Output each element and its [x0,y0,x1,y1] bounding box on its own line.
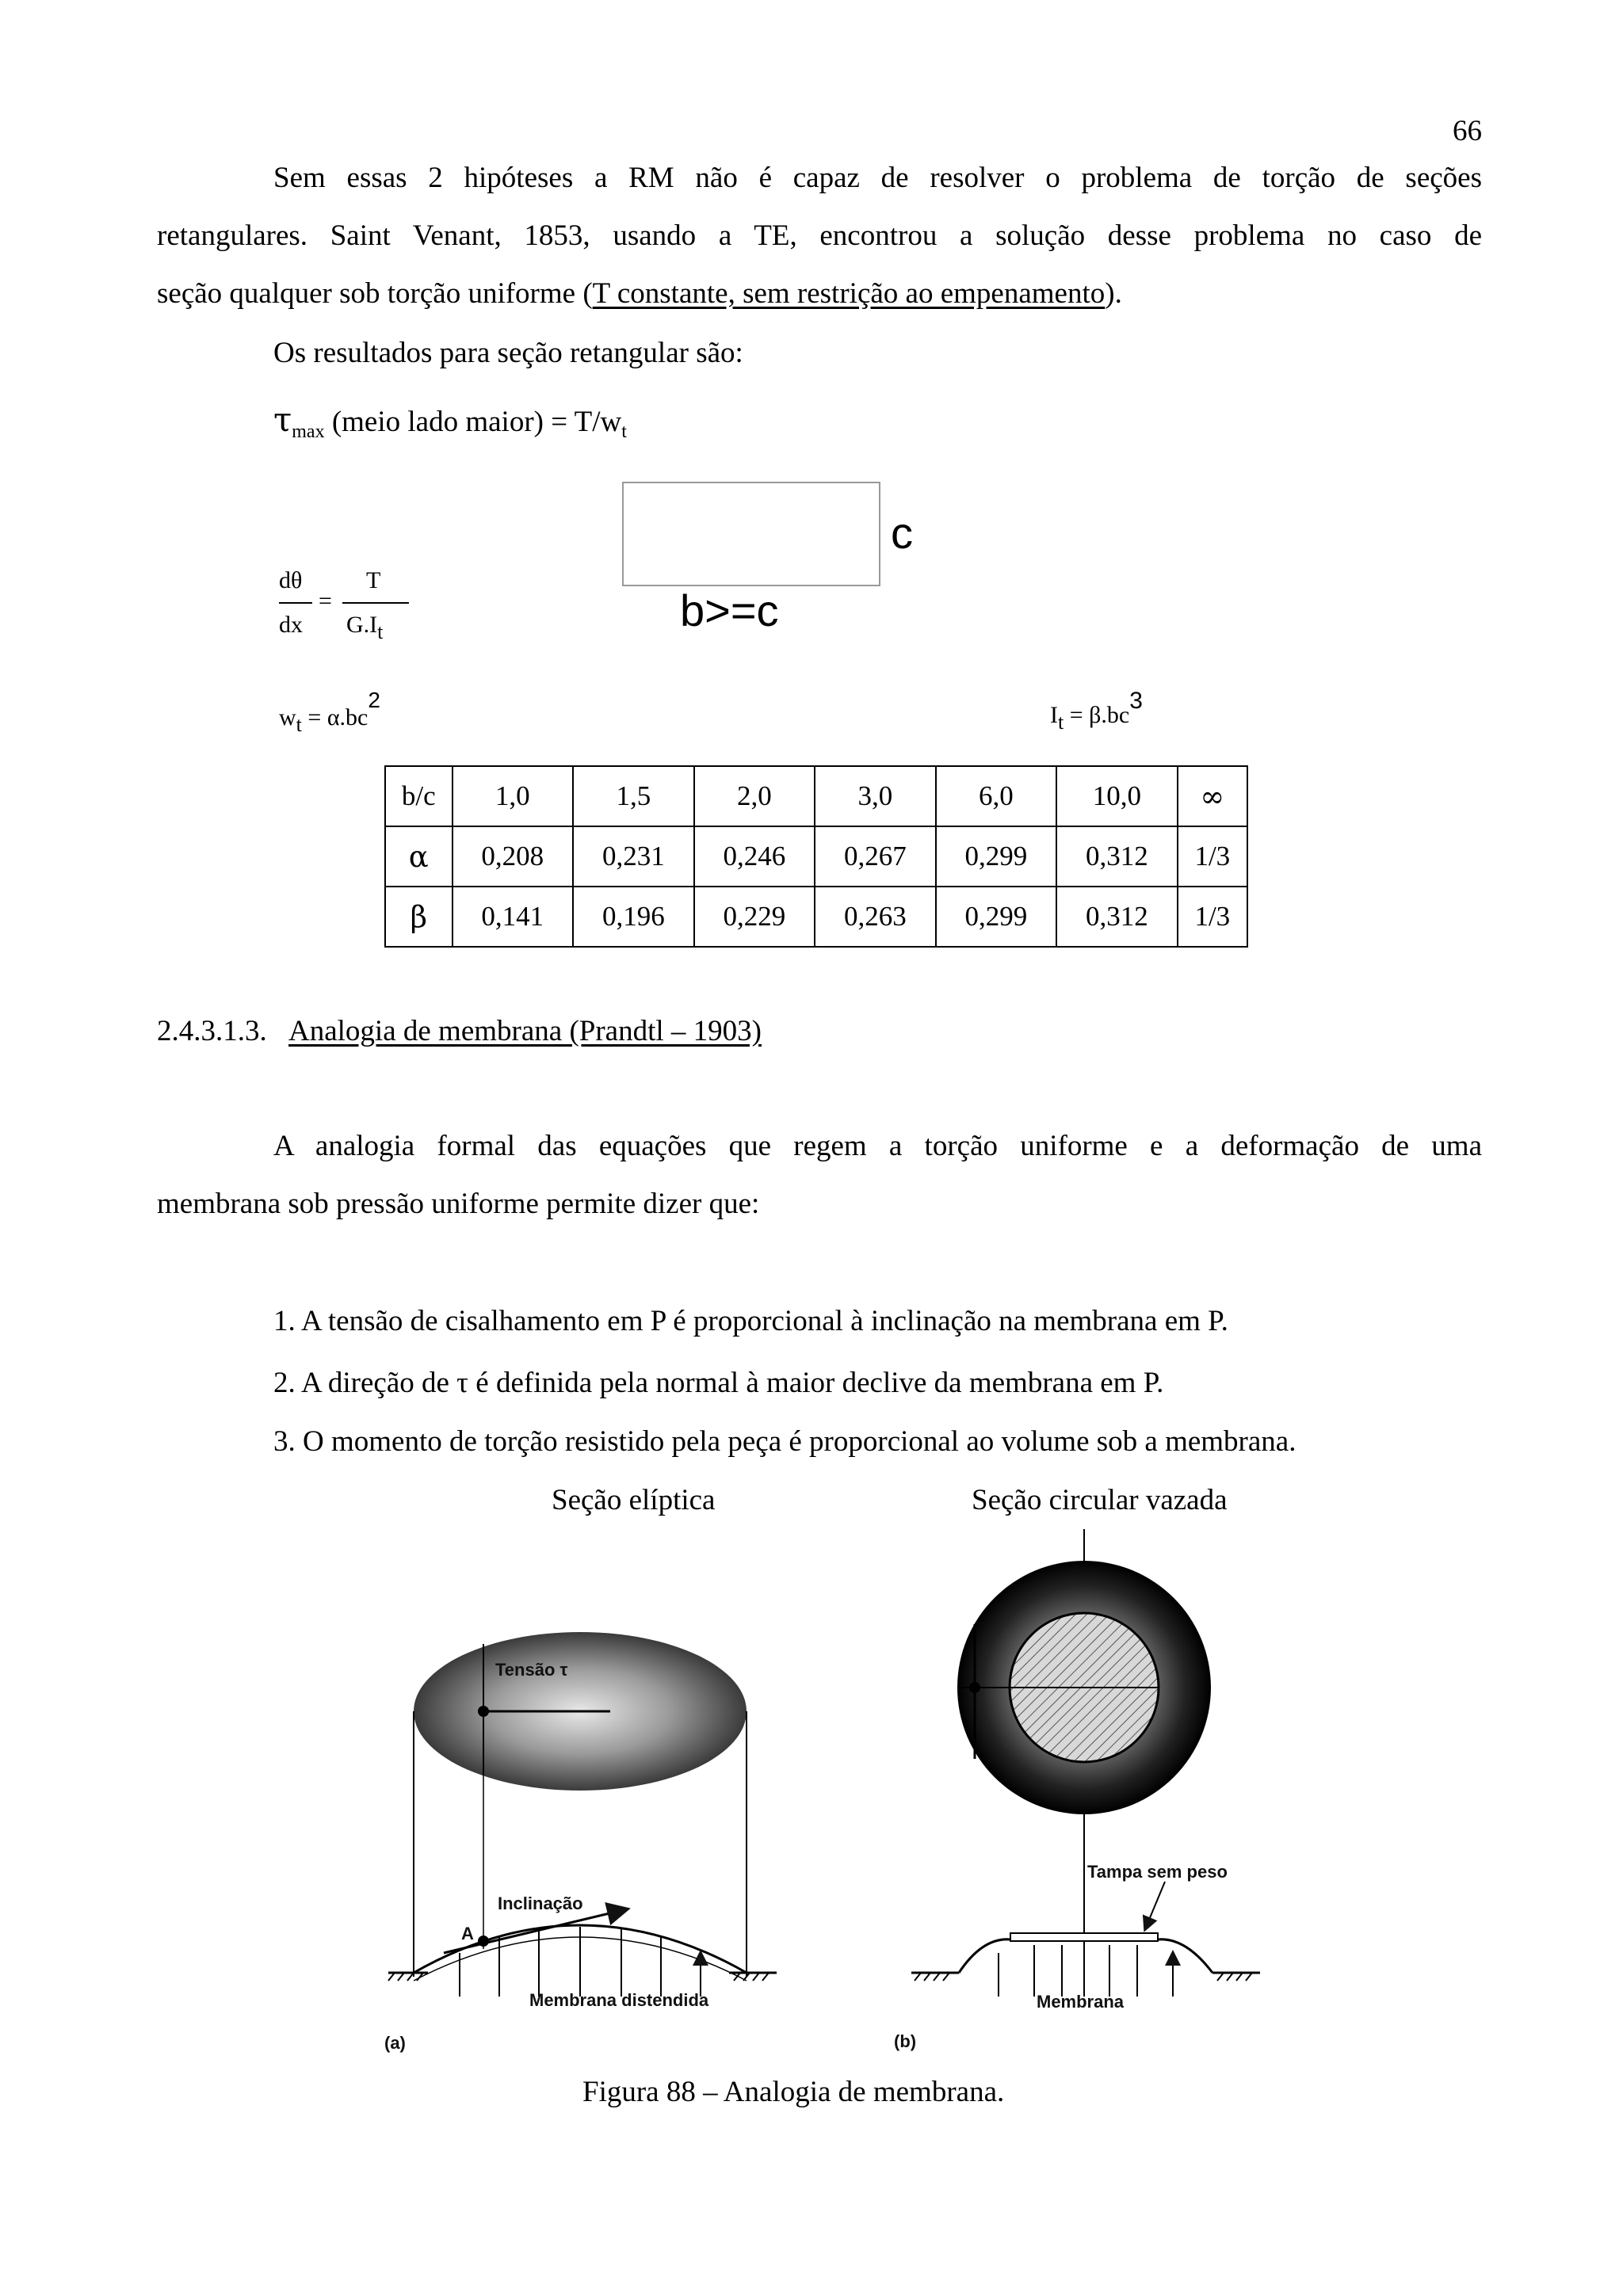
point-a-label: A [461,1924,474,1943]
list-item: 2. A direção de τ é definida pela normal à maior declive da membrana em P. [273,1367,1164,1399]
it-lhs: I [1050,702,1058,728]
table-cell: 0,208 [453,826,574,887]
side-c-label: c [891,508,913,558]
results-intro: Os resultados para seção retangular são: [273,337,743,369]
table-cell: b/c [385,766,453,826]
para1-line3 [157,265,1122,322]
label-hollow-circular-section: Seção circular vazada [972,1484,1228,1516]
table-row [385,766,1247,826]
table-cell: 1/3 [1178,887,1247,947]
section-heading [157,1002,762,1060]
weightless-lid [1010,1933,1158,1941]
tau-symbol: τ [273,400,292,439]
table-cell: 2,0 [694,766,815,826]
stretched-membrane-label: Membrana distendida [529,1990,709,2010]
fraction-bar-right [342,602,409,604]
inclination-label: Inclinação [498,1894,583,1913]
pressure-arrows [999,1945,1173,1997]
para1-line2: retangulares. Saint Venant, 1853, usando a TE, encontrou a solução desse problema no caso de [157,219,1482,252]
para1-line1: Sem essas 2 hipóteses a RM não é capaz de resolver o problema de torção de seções [273,162,1482,194]
coefficient-table [384,765,1248,948]
table-cell: 0,267 [815,826,936,887]
section-title: Analogia de membrana (Prandtl – 1903) [288,1015,762,1047]
torque-numerator: T [366,567,381,593]
table-cell: 0,231 [573,826,694,887]
label-elliptic-section: Seção elíptica [552,1484,716,1516]
gi-text: G.I [346,612,378,638]
figure-caption: Figura 88 – Analogia de membrana. [582,2076,1005,2108]
tau-sub2: t [621,421,627,442]
table-cell: 0,229 [694,887,815,947]
membrane-analogy-figure [372,1521,1276,2068]
table-cell: 0,299 [936,826,1057,887]
wt-rhs: = α.bc [301,704,369,730]
dtheta-numerator: dθ [279,567,303,593]
tension-label: Tensão τ [495,1660,568,1680]
fraction-bar-left [279,602,312,604]
para1-line3-pre: seção qualquer sob torção uniforme ( [157,277,593,310]
table-cell: 0,299 [936,887,1057,947]
page-number: 66 [1453,115,1482,147]
para2-line1: A analogia formal das equações que regem a torção uniforme e a deformação de uma [273,1130,1482,1162]
table-cell: 6,0 [936,766,1057,826]
tau-text: (meio lado maior) = T/w [324,406,622,438]
hollow-circular-section-drawing [894,1529,1260,2051]
wt-lhs: w [279,704,296,730]
table-cell: α [385,826,453,887]
dtheta-formula [279,567,414,646]
table-row [385,887,1247,947]
para1-line3-underlined: T constante, sem restrição ao empenamento [592,277,1106,310]
wt-formula [279,688,380,737]
membrane-label: Membrana [1037,1992,1125,2012]
table-cell: 0,263 [815,887,936,947]
weightless-lid-label: Tampa sem peso [1087,1862,1228,1882]
it-sub: t [1058,711,1064,734]
para1-line3-post: ). [1105,277,1122,310]
tau-max-formula [273,391,627,461]
panel-a-label: (a) [384,2033,406,2053]
table-cell: 1,0 [453,766,574,826]
wt-sub: t [296,713,302,736]
rectangular-section [622,482,880,586]
table-cell: 0,246 [694,826,815,887]
table-row [385,826,1247,887]
it-formula [1050,688,1143,734]
table-cell: 0,196 [573,887,694,947]
elliptic-section-drawing [384,1632,777,2053]
gi-denominator [346,612,383,644]
point-marker [969,1682,980,1693]
table-cell: 1/3 [1178,826,1247,887]
table-cell: β [385,887,453,947]
lid-pointer [1145,1882,1165,1929]
ground-hatch [388,1973,769,1981]
table-cell: 1,5 [573,766,694,826]
para2-line2: membrana sob pressão uniforme permite dizer que: [157,1188,760,1220]
membrane [959,1939,1212,1973]
it-exp: 3 [1129,688,1143,714]
table-cell: 3,0 [815,766,936,826]
table-cell: 0,312 [1056,887,1178,947]
table-cell: ∞ [1178,766,1247,826]
b-ge-c-label: b>=c [680,585,779,635]
equals-sign: = [319,588,332,614]
table-cell: 0,141 [453,887,574,947]
gi-sub: t [377,620,384,643]
list-item: 1. A tensão de cisalhamento em P é proporcional à inclinação na membrana em P. [273,1305,1228,1337]
wt-exp: 2 [368,688,380,712]
section-number: 2.4.3.1.3. [157,1015,267,1047]
list-item: 3. O momento de torção resistido pela peça é proporcional ao volume sob a membrana. [273,1425,1296,1458]
table-cell: 0,312 [1056,826,1178,887]
dx-denominator: dx [279,612,303,638]
table-cell: 10,0 [1056,766,1178,826]
tau-sub: max [292,421,325,442]
it-rhs: = β.bc [1064,702,1130,728]
panel-b-label: (b) [894,2031,917,2051]
